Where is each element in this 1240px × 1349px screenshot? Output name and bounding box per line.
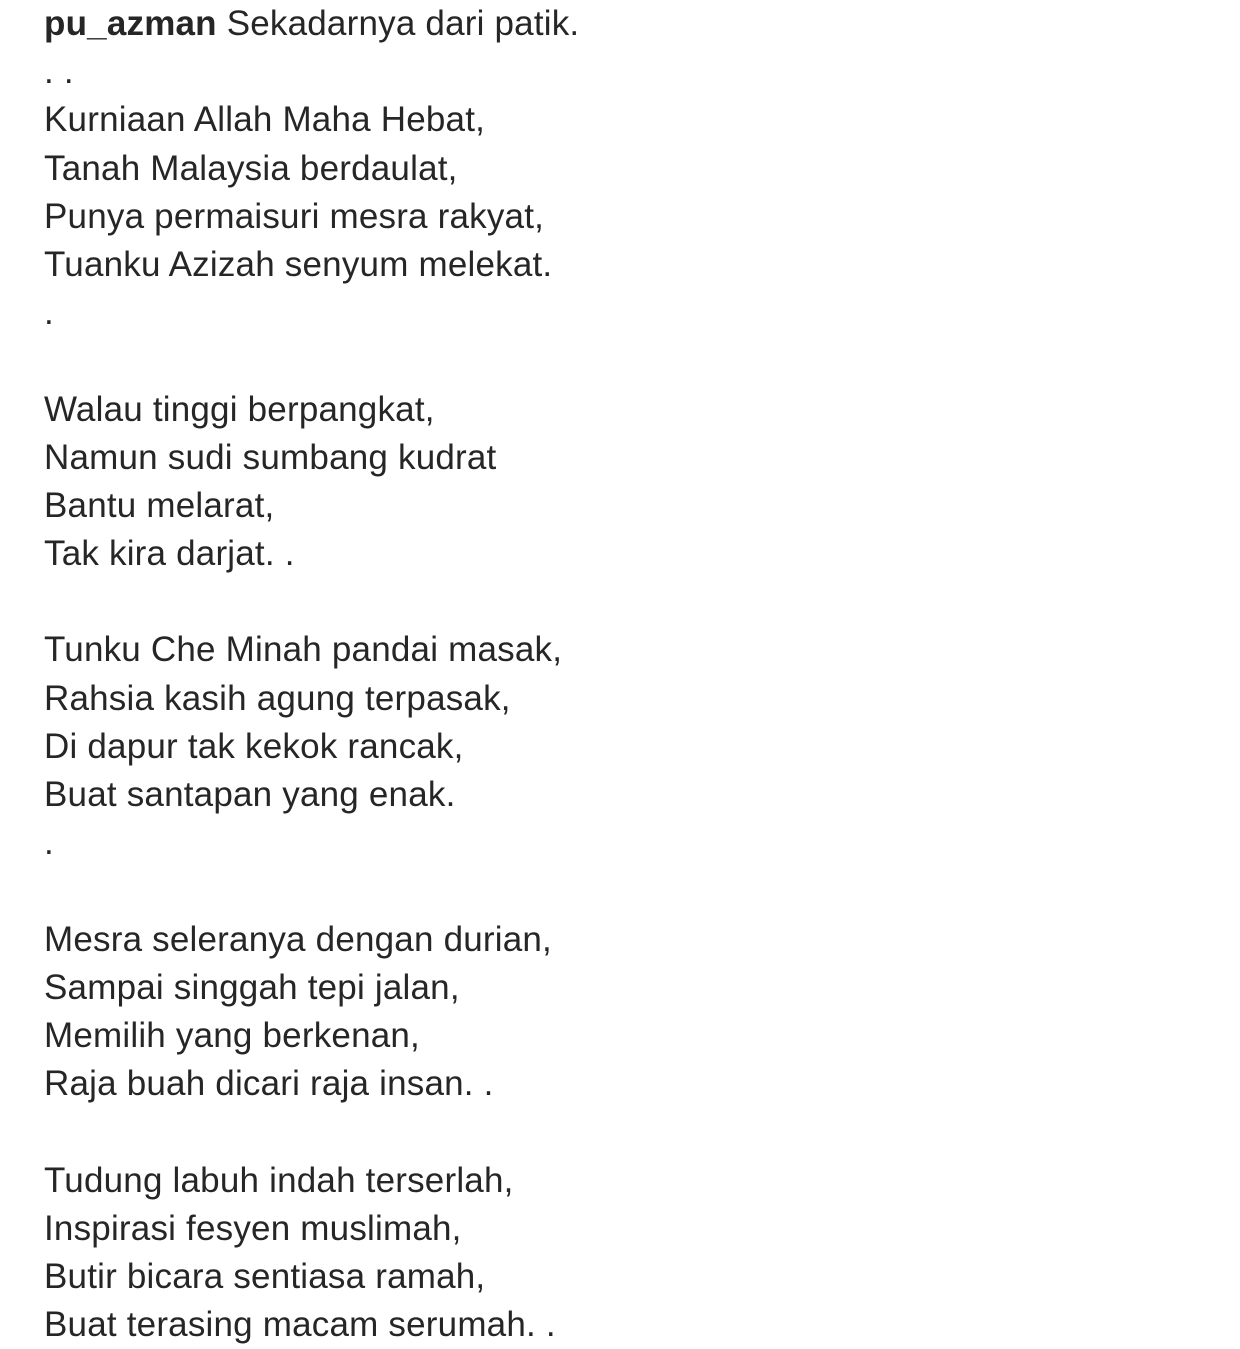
poem-line: Sampai singgah tepi jalan, <box>44 967 460 1007</box>
poem-line: Tudung labuh indah terserlah, <box>44 1160 514 1200</box>
poem-line <box>44 578 1204 626</box>
poem-line: Tunku Che Minah pandai masak, <box>44 630 563 670</box>
comment-caption <box>44 0 1204 1349</box>
poem-line: Buat santapan yang enak. <box>44 775 456 814</box>
poem-line: . <box>44 823 54 863</box>
poem-line: Mesra seleranya dengan durian, <box>44 919 552 959</box>
poem-line: Buat terasing macam serumah. . <box>44 1305 556 1345</box>
poem-line: Tak kira darjat. . <box>44 534 295 574</box>
comment-first-text: Sekadarnya dari patik. <box>216 4 580 43</box>
poem-line: Raja buah dicari raja insan. . <box>44 1064 494 1104</box>
poem-line: Tuanku Azizah senyum melekat. <box>44 244 553 284</box>
poem-line: Tanah Malaysia berdaulat, <box>44 148 458 188</box>
poem-line: Namun sudi sumbang kudrat <box>44 437 497 477</box>
poem-line: Bantu melarat, <box>44 485 275 525</box>
poem-lines <box>44 48 1204 1349</box>
poem-line: Di dapur tak kekok rancak, <box>44 726 464 766</box>
poem-line: Walau tinggi berpangkat, <box>44 389 435 429</box>
poem-line: Kurniaan Allah Maha Hebat, <box>44 100 486 140</box>
comment-first-line <box>44 0 1204 48</box>
poem-line: Punya permaisuri mesra rakyat, <box>44 196 545 236</box>
poem-line: Memilih yang berkenan, <box>44 1015 420 1055</box>
poem-line: . . <box>44 52 74 92</box>
poem-line: Inspirasi fesyen muslimah, <box>44 1208 462 1248</box>
poem-line: Butir bicara sentiasa ramah, <box>44 1256 486 1296</box>
poem-line: Rahsia kasih agung terpasak, <box>44 678 511 718</box>
poem-line <box>44 867 1204 915</box>
poem-line: . <box>44 293 54 333</box>
poem-line <box>44 337 1204 385</box>
username-link[interactable]: pu_azman <box>44 4 217 43</box>
poem-line <box>44 1108 1204 1156</box>
